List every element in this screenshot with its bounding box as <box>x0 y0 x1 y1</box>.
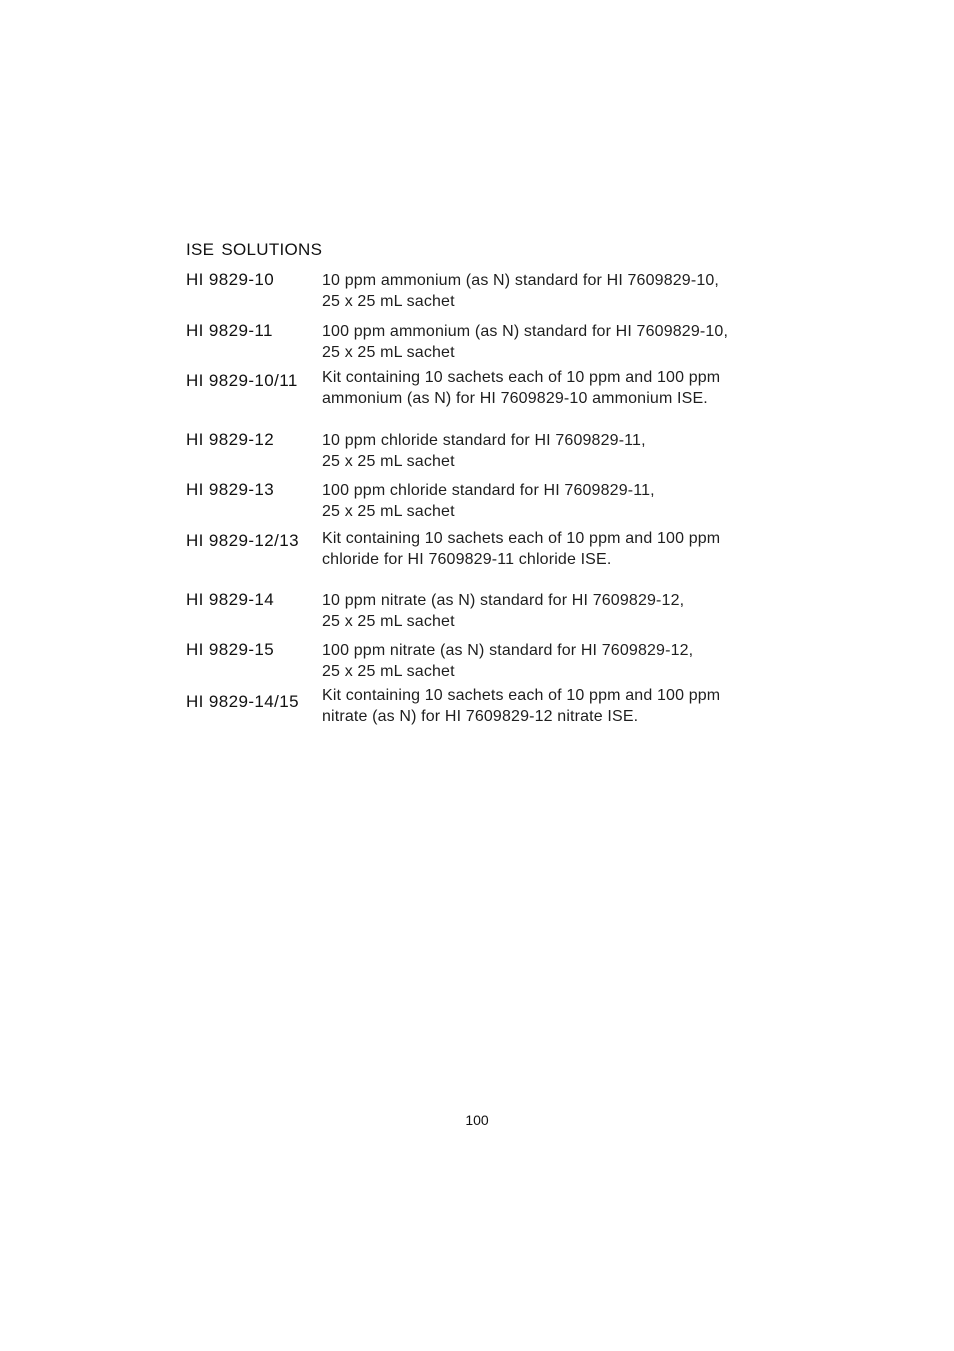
product-code: HI 9829-14/15 <box>186 692 299 711</box>
product-code: HI 9829-15 <box>186 640 275 659</box>
product-code: HI 9829-12 <box>186 430 275 449</box>
description-line: 25 x 25 mL sachet <box>322 663 455 680</box>
product-code: HI 9829-11 <box>186 321 273 340</box>
description-line: 25 x 25 mL sachet <box>322 613 455 630</box>
product-code: HI 9829-13 <box>186 480 275 499</box>
description-line: Kit containing 10 sachets each of 10 ppm and 100 ppm <box>322 530 721 547</box>
description-line: ammonium (as N) for HI 7609829-10 ammonium ISE. <box>322 390 708 407</box>
product-code: HI 9829-14 <box>186 590 275 609</box>
description-line: Kit containing 10 sachets each of 10 ppm and 100 ppm <box>322 687 721 704</box>
description-line: 25 x 25 mL sachet <box>322 293 455 310</box>
description-line: 25 x 25 mL sachet <box>322 453 455 470</box>
product-description <box>322 528 792 570</box>
description-line: 25 x 25 mL sachet <box>322 344 455 361</box>
description-line: chloride for HI 7609829-11 chloride ISE. <box>322 551 612 568</box>
product-description <box>322 590 792 632</box>
section-title: ISE SOLUTIONS <box>186 240 323 259</box>
product-description <box>322 270 792 312</box>
description-line: 100 ppm chloride standard for HI 7609829-11, <box>322 482 655 499</box>
description-line: 10 ppm ammonium (as N) standard for HI 7609829-10, <box>322 272 720 289</box>
page-number: 100 <box>465 1112 489 1128</box>
description-line: nitrate (as N) for HI 7609829-12 nitrate ISE. <box>322 708 639 725</box>
description-line: 10 ppm nitrate (as N) standard for HI 7609829-12, <box>322 592 685 609</box>
description-line: 25 x 25 mL sachet <box>322 503 455 520</box>
product-description <box>322 321 792 363</box>
product-code: HI 9829-12/13 <box>186 531 299 550</box>
product-description <box>322 367 792 409</box>
description-line: 10 ppm chloride standard for HI 7609829-11, <box>322 432 646 449</box>
product-description <box>322 430 792 472</box>
description-line: 100 ppm nitrate (as N) standard for HI 7609829-12, <box>322 642 694 659</box>
description-line: Kit containing 10 sachets each of 10 ppm and 100 ppm <box>322 369 721 386</box>
description-line: 100 ppm ammonium (as N) standard for HI 7609829-10, <box>322 323 729 340</box>
product-description <box>322 640 792 682</box>
product-description <box>322 480 792 522</box>
product-description <box>322 685 792 727</box>
product-code: HI 9829-10 <box>186 270 275 289</box>
product-code: HI 9829-10/11 <box>186 371 298 390</box>
